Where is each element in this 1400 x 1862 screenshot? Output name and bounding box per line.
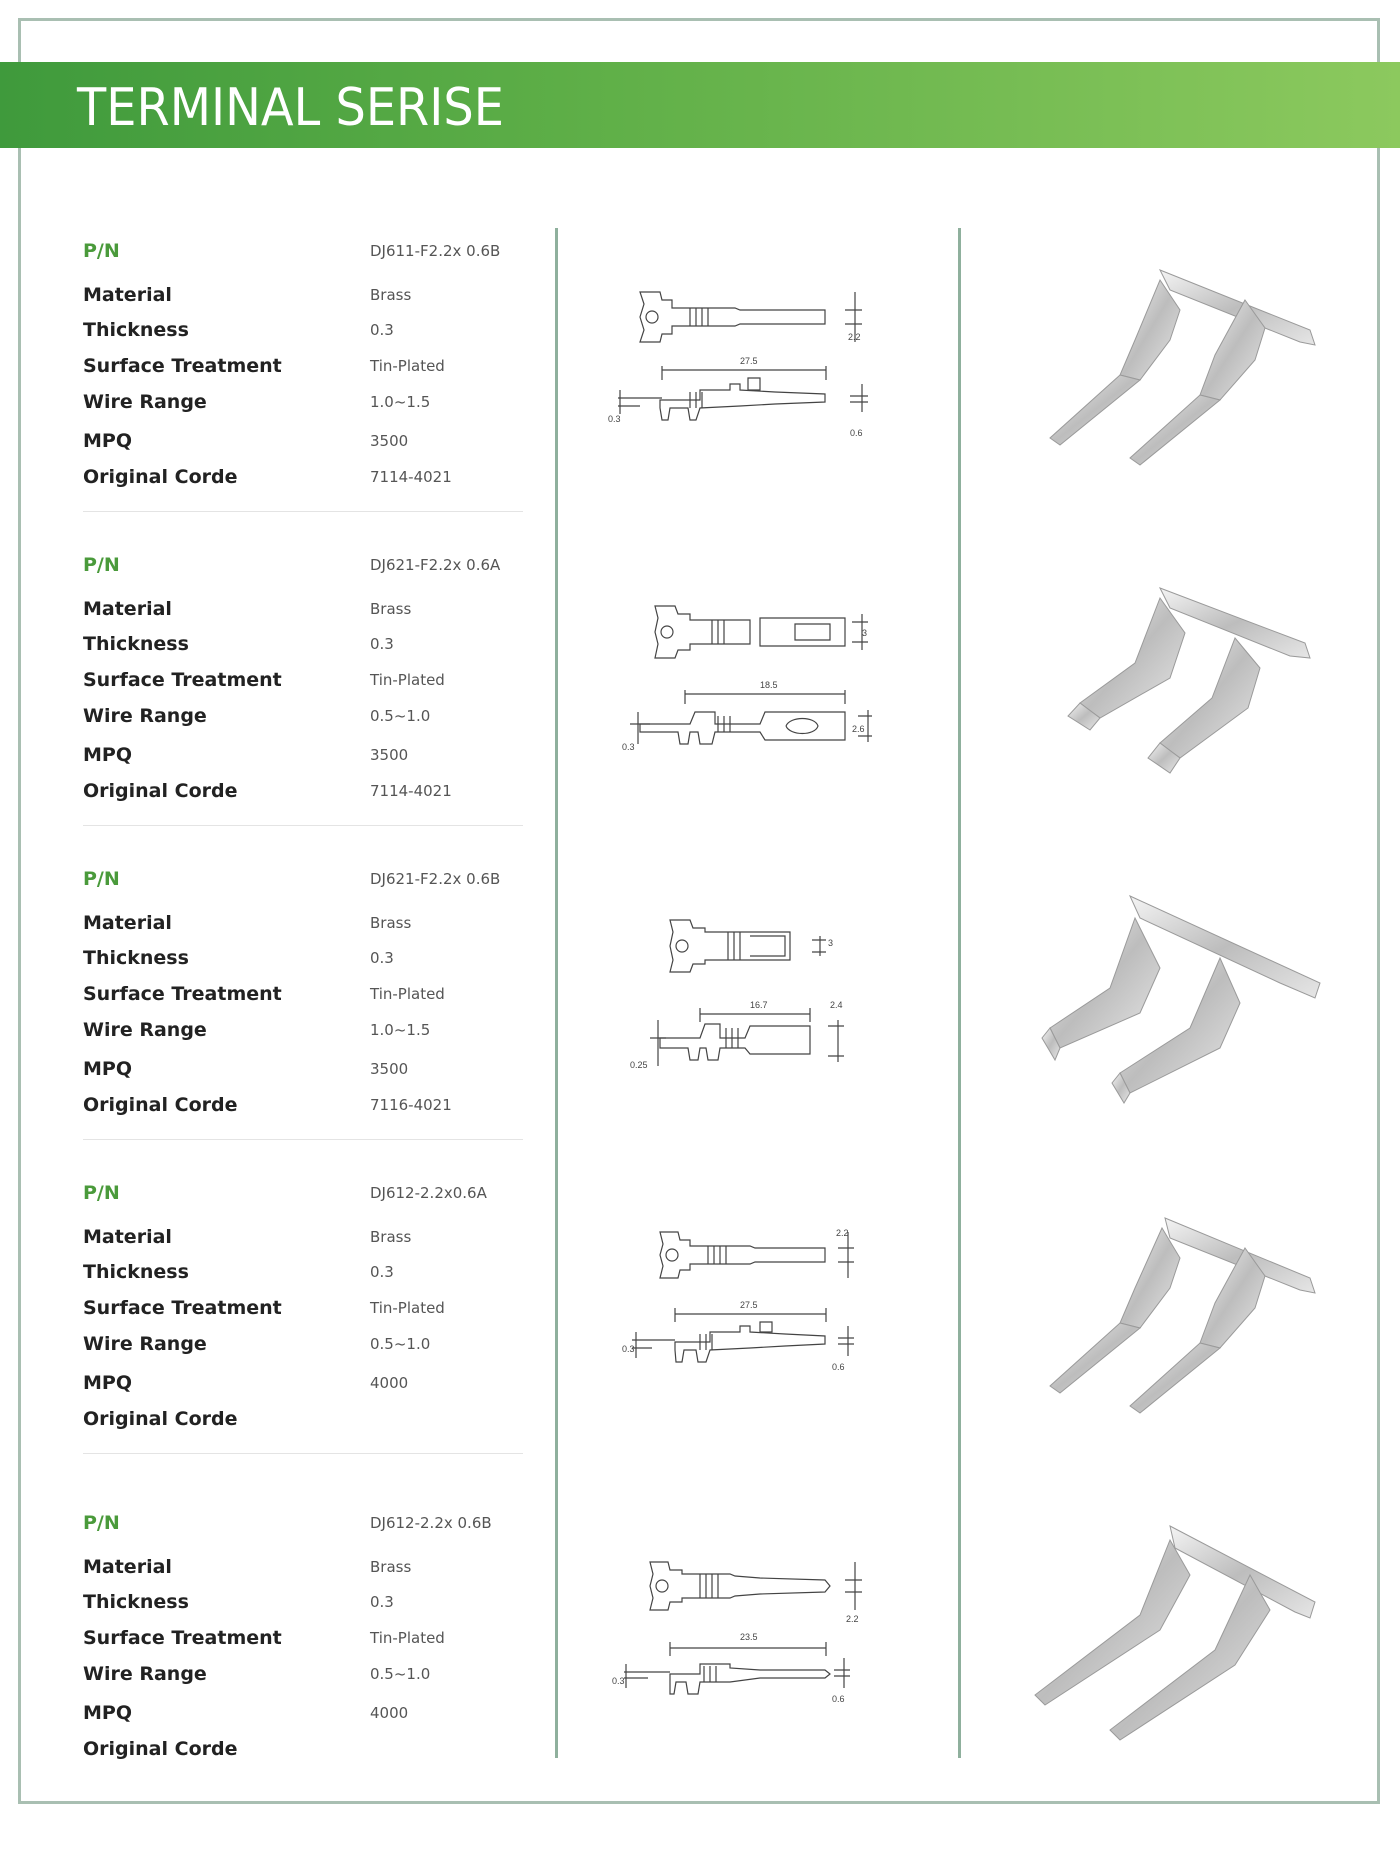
- wire-label: Wire Range: [83, 391, 207, 413]
- terminal-drawing-5: [600, 1552, 920, 1742]
- thickness-label: Thickness: [83, 947, 189, 969]
- column-divider-right: [958, 228, 961, 1758]
- material-label: Material: [83, 284, 172, 306]
- pn-value: DJ621-F2.2x 0.6A: [370, 556, 501, 574]
- material-label: Material: [83, 912, 172, 934]
- code-label: Original Corde: [83, 1408, 238, 1430]
- wire-label: Wire Range: [83, 1333, 207, 1355]
- surface-label: Surface Treatment: [83, 669, 282, 691]
- surface-label: Surface Treatment: [83, 983, 282, 1005]
- surface-value: Tin-Plated: [370, 1629, 445, 1647]
- separator: [83, 825, 523, 826]
- page-title: TERMINAL SERISE: [77, 78, 504, 138]
- dim-length: 18.5: [760, 680, 778, 690]
- terminal-drawing-2: [600, 594, 920, 784]
- dim-length: 23.5: [740, 1632, 758, 1642]
- pn-label: P/N: [83, 868, 120, 890]
- terminal-photo-2: [1020, 568, 1340, 798]
- dim-tip: 2.6: [852, 724, 865, 734]
- terminal-photo-5: [1020, 1520, 1340, 1750]
- wire-value: 0.5~1.0: [370, 1335, 431, 1353]
- material-value: Brass: [370, 286, 412, 304]
- surface-label: Surface Treatment: [83, 355, 282, 377]
- pn-label: P/N: [83, 1182, 120, 1204]
- terminal-photo-1: [1020, 250, 1340, 480]
- code-label: Original Corde: [83, 780, 238, 802]
- wire-label: Wire Range: [83, 1019, 207, 1041]
- dim-height: 3: [862, 628, 868, 638]
- surface-label: Surface Treatment: [83, 1627, 282, 1649]
- dim-length: 27.5: [740, 356, 758, 366]
- material-value: Brass: [370, 600, 412, 618]
- dim-length: 16.7: [750, 1000, 768, 1010]
- dim-tip: 0.6: [832, 1362, 845, 1372]
- terminal-photo-4: [1020, 1198, 1340, 1428]
- dim-thickness: 0.25: [630, 1060, 648, 1070]
- surface-value: Tin-Plated: [370, 1299, 445, 1317]
- terminal-drawing-1: [600, 280, 920, 470]
- thickness-value: 0.3: [370, 321, 394, 339]
- mpq-label: MPQ: [83, 744, 132, 766]
- dim-length: 27.5: [740, 1300, 758, 1310]
- dim-tip: 2.4: [830, 1000, 843, 1010]
- wire-value: 1.0~1.5: [370, 393, 431, 411]
- material-value: Brass: [370, 914, 412, 932]
- material-label: Material: [83, 1556, 172, 1578]
- thickness-label: Thickness: [83, 633, 189, 655]
- mpq-value: 4000: [370, 1374, 409, 1392]
- pn-label: P/N: [83, 1512, 120, 1534]
- dim-thickness: 0.3: [612, 1676, 625, 1686]
- terminal-drawing-3: [600, 908, 920, 1098]
- separator: [83, 511, 523, 512]
- dim-height: 3: [828, 938, 834, 948]
- wire-label: Wire Range: [83, 1663, 207, 1685]
- code-label: Original Corde: [83, 1738, 238, 1760]
- mpq-value: 3500: [370, 432, 409, 450]
- code-label: Original Corde: [83, 466, 238, 488]
- material-label: Material: [83, 1226, 172, 1248]
- pn-value: DJ612-2.2x0.6A: [370, 1184, 487, 1202]
- mpq-value: 3500: [370, 746, 409, 764]
- material-value: Brass: [370, 1228, 412, 1246]
- wire-value: 1.0~1.5: [370, 1021, 431, 1039]
- dim-tip: 0.6: [832, 1694, 845, 1704]
- dim-height: 2.2: [836, 1228, 849, 1238]
- pn-value: DJ611-F2.2x 0.6B: [370, 242, 501, 260]
- surface-label: Surface Treatment: [83, 1297, 282, 1319]
- wire-label: Wire Range: [83, 705, 207, 727]
- pn-label: P/N: [83, 240, 120, 262]
- thickness-value: 0.3: [370, 1263, 394, 1281]
- thickness-value: 0.3: [370, 949, 394, 967]
- dim-height: 2.2: [846, 1614, 859, 1624]
- thickness-label: Thickness: [83, 1591, 189, 1613]
- thickness-value: 0.3: [370, 635, 394, 653]
- surface-value: Tin-Plated: [370, 985, 445, 1003]
- code-value: 7114-4021: [370, 468, 452, 486]
- pn-value: DJ621-F2.2x 0.6B: [370, 870, 501, 888]
- material-value: Brass: [370, 1558, 412, 1576]
- code-value: 7114-4021: [370, 782, 452, 800]
- thickness-label: Thickness: [83, 1261, 189, 1283]
- thickness-label: Thickness: [83, 319, 189, 341]
- pn-label: P/N: [83, 554, 120, 576]
- separator: [83, 1453, 523, 1454]
- mpq-label: MPQ: [83, 1058, 132, 1080]
- dim-height: 2.2: [848, 332, 861, 342]
- header-banner: [0, 62, 1400, 148]
- code-label: Original Corde: [83, 1094, 238, 1116]
- mpq-value: 3500: [370, 1060, 409, 1078]
- column-divider-left: [555, 228, 558, 1758]
- thickness-value: 0.3: [370, 1593, 394, 1611]
- surface-value: Tin-Plated: [370, 357, 445, 375]
- code-value: 7116-4021: [370, 1096, 452, 1114]
- mpq-label: MPQ: [83, 1372, 132, 1394]
- surface-value: Tin-Plated: [370, 671, 445, 689]
- dim-thickness: 0.3: [622, 742, 635, 752]
- terminal-drawing-4: [600, 1222, 920, 1412]
- pn-value: DJ612-2.2x 0.6B: [370, 1514, 492, 1532]
- wire-value: 0.5~1.0: [370, 707, 431, 725]
- dim-thickness: 0.3: [622, 1344, 635, 1354]
- mpq-value: 4000: [370, 1704, 409, 1722]
- separator: [83, 1139, 523, 1140]
- material-label: Material: [83, 598, 172, 620]
- mpq-label: MPQ: [83, 430, 132, 452]
- mpq-label: MPQ: [83, 1702, 132, 1724]
- dim-thickness: 0.3: [608, 414, 621, 424]
- terminal-photo-3: [1020, 888, 1340, 1118]
- wire-value: 0.5~1.0: [370, 1665, 431, 1683]
- dim-tip: 0.6: [850, 428, 863, 438]
